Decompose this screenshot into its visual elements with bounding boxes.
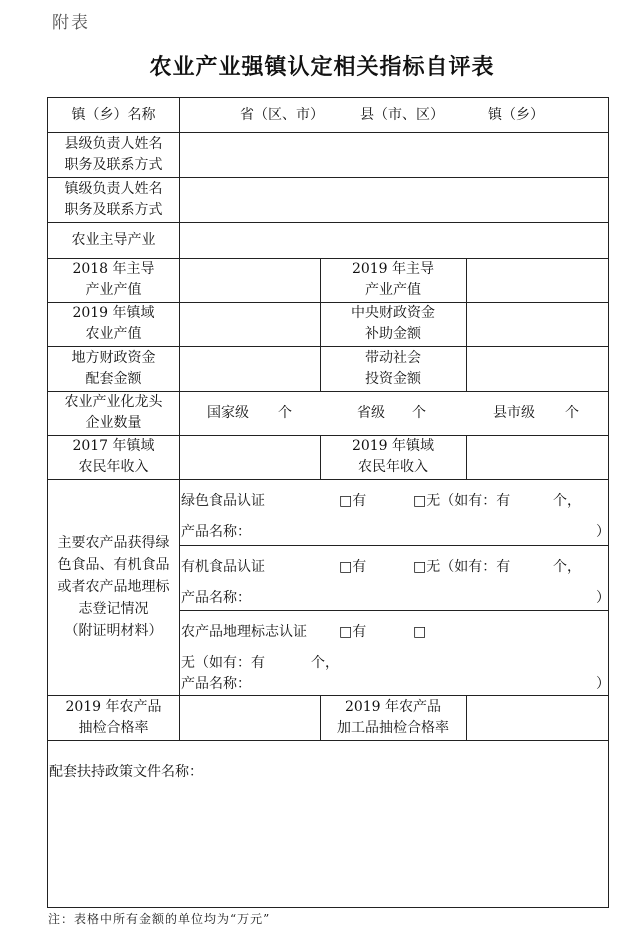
certification-label: 主要农产品获得绿 色食品、有机食品 或者农产品地理标 志登记情况 （附证明材料） [57,535,170,639]
output-2019-label: 2019 年主导 产业产值 [351,261,435,298]
geo-mark-yes-checkbox[interactable]: □有 [339,624,367,640]
col-divider [179,98,180,740]
enterprise-count-label: 农业产业化龙头 企业数量 [64,394,163,431]
organic-food-close-paren: ） [596,590,610,606]
output-2018-label: 2018 年主导 产业产值 [72,261,155,298]
town-leader-label: 镇级负责人姓名 职务及联系方式 [64,180,163,218]
col-divider [466,695,467,740]
row-divider [179,610,609,611]
appendix-label: 附表 [52,13,90,33]
geo-mark-close-paren: ） [596,676,610,692]
col-divider [466,258,467,391]
row-divider [48,740,609,741]
footnote: 注：表格中所有金额的单位均为“万元” [48,912,271,926]
geo-mark-no-detail: 无（如有：有 [181,655,265,671]
county-level-unit: 个 [565,405,579,421]
leading-industry-label: 农业主导产业 [71,231,156,248]
province-unit: 省（区、市） [240,107,324,123]
geo-mark-no-checkbox[interactable]: □ [413,624,427,640]
income-2017-label: 2017 年镇域 农民年收入 [72,438,155,475]
county-level: 县市级 [493,405,535,421]
page-title: 农业产业强镇认定相关指标自评表 [149,54,495,80]
income-2019-label: 2019 年镇域 农民年收入 [351,438,435,475]
national-level: 国家级 [207,405,249,421]
town-unit: 镇（乡） [488,107,544,123]
local-fund-label: 地方财政资金 配套金额 [71,349,156,387]
organic-food-label: 有机食品认证 [181,559,265,575]
social-invest-label: 带动社会 投资金额 [365,349,421,387]
county-unit: 县（市、区） [360,107,444,123]
geo-mark-product-name: 产品名称： [181,676,251,692]
green-food-no-checkbox[interactable]: □无（如有：有 [413,493,511,509]
town-output-label: 2019 年镇域 农业产值 [72,305,155,342]
policy-files-label: 配套扶持政策文件名称： [49,764,203,780]
col-divider [466,435,467,479]
town-name-label: 镇（乡）名称 [71,106,156,123]
provincial-unit: 个 [412,405,426,421]
green-food-close-paren: ） [596,524,610,540]
row-divider [179,545,609,546]
county-leader-label: 县级负责人姓名 职务及联系方式 [64,135,163,173]
organic-food-count-unit: 个， [553,559,581,575]
provincial-level: 省级 [357,405,385,421]
sample-rate-label: 2019 年农产品 抽检合格率 [65,698,162,736]
organic-food-product-name: 产品名称： [181,590,251,606]
geo-mark-count-unit: 个， [311,655,339,671]
organic-food-yes-checkbox[interactable]: □有 [339,559,367,575]
green-food-product-name: 产品名称： [181,524,251,540]
green-food-label: 绿色食品认证 [181,493,265,509]
organic-food-no-checkbox[interactable]: □无（如有：有 [413,559,511,575]
geo-mark-label: 农产品地理标志认证 [181,624,307,640]
national-unit: 个 [278,405,292,421]
green-food-yes-checkbox[interactable]: □有 [339,493,367,509]
processed-rate-label: 2019 年农产品 加工品抽检合格率 [337,698,449,736]
central-fund-label: 中央财政资金 补助金额 [351,305,435,342]
green-food-count-unit: 个， [553,493,581,509]
